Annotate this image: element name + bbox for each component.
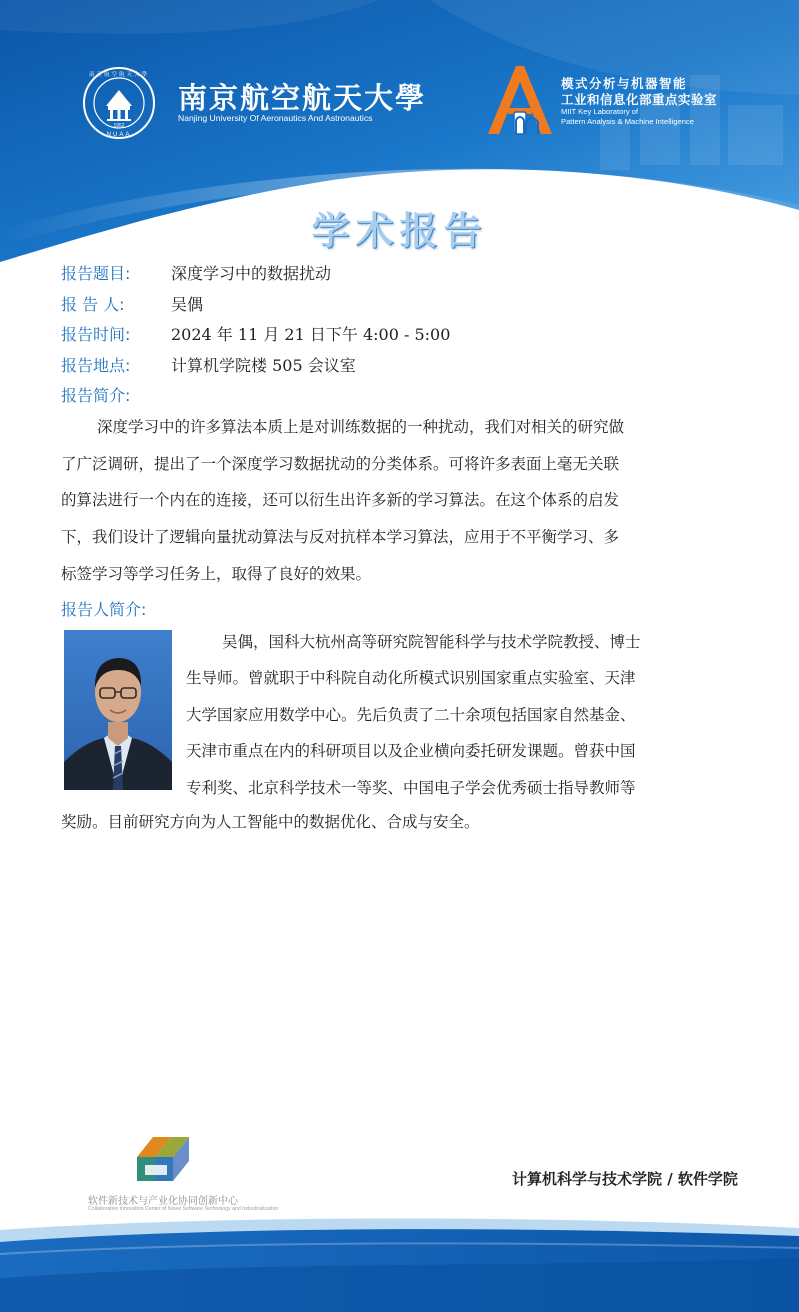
place-value: 计算机学院楼 505 会议室	[171, 356, 356, 375]
speaker-portrait	[64, 630, 172, 790]
center-name-en: Collaborative Innovation Center of Novel Software Technology and Industrialization	[88, 1206, 279, 1212]
seal-year: 1952	[113, 123, 125, 129]
bio-line: 天津市重点在内的科研项目以及企业横向委托研发课题。曾获中国	[186, 742, 636, 760]
lab-am-logo-icon	[486, 64, 556, 138]
abstract-label: 报告简介:	[61, 386, 131, 405]
bio-line: 专利奖、北京科学技术一等奖、中国电子学会优秀硕士指导教师等	[186, 779, 636, 797]
speaker-label: 报 告 人:	[61, 295, 125, 314]
abstract-line: 深度学习中的许多算法本质上是对训练数据的一种扰动，我们对相关的研究做	[97, 418, 625, 436]
seal-abbr: NUAA	[106, 132, 132, 138]
university-name-cn: 南京航空航天大學	[178, 81, 427, 115]
page-title: 学术报告	[311, 209, 488, 253]
speaker-value: 吴偶	[171, 295, 204, 314]
bio-line: 大学国家应用数学中心。先后负责了二十余项包括国家自然基金、	[186, 706, 636, 724]
bio-line: 生导师。曾就职于中科院自动化所模式识别国家重点实验室、天津	[186, 669, 636, 687]
nuaa-seal-icon	[82, 66, 156, 140]
abstract-line: 了广泛调研，提出了一个深度学习数据扰动的分类体系。可将许多表面上毫无关联	[61, 455, 620, 473]
time-label: 报告时间:	[61, 325, 131, 344]
seal-name: 南京航空航天大學	[88, 72, 150, 78]
lab-en-line2: Pattern Analysis & Machine Intelligence	[561, 117, 694, 126]
abstract-line: 的算法进行一个内在的连接，还可以衍生出许多新的学习算法。在这个体系的启发	[61, 491, 620, 509]
topic-label: 报告题目:	[61, 264, 131, 283]
topic-value: 深度学习中的数据扰动	[171, 264, 332, 283]
center-name-cn: 软件新技术与产业化协同创新中心	[88, 1196, 238, 1207]
innovation-center-logo-icon	[133, 1133, 193, 1185]
lab-en-line1: MIIT Key Laboratory of	[561, 107, 639, 116]
time-value: 2024 年 11 月 21 日下午 4:00 - 5:00	[171, 325, 451, 344]
abstract-line: 下，我们设计了逻辑向量扰动算法与反对抗样本学习算法，应用于不平衡学习、多	[61, 528, 620, 546]
footer-wave	[0, 1208, 799, 1312]
university-name-en: Nanjing University Of Aeronautics And Astronautics	[178, 113, 373, 123]
school-name: 计算机科学与技术学院 / 软件学院	[512, 1170, 738, 1188]
bio-line: 奖励。目前研究方向为人工智能中的数据优化、合成与安全。	[61, 813, 480, 831]
bio-line: 吴偶，国科大杭州高等研究院智能科学与技术学院教授、博士	[222, 633, 641, 651]
header-banner	[0, 0, 799, 275]
abstract-line: 标签学习等学习任务上，取得了良好的效果。	[61, 565, 372, 583]
lab-title-line1: 模式分析与机器智能	[561, 77, 688, 91]
lab-title-line2: 工业和信息化部重点实验室	[561, 93, 718, 107]
bio-label: 报告人简介:	[61, 600, 147, 619]
place-label: 报告地点:	[61, 356, 131, 375]
